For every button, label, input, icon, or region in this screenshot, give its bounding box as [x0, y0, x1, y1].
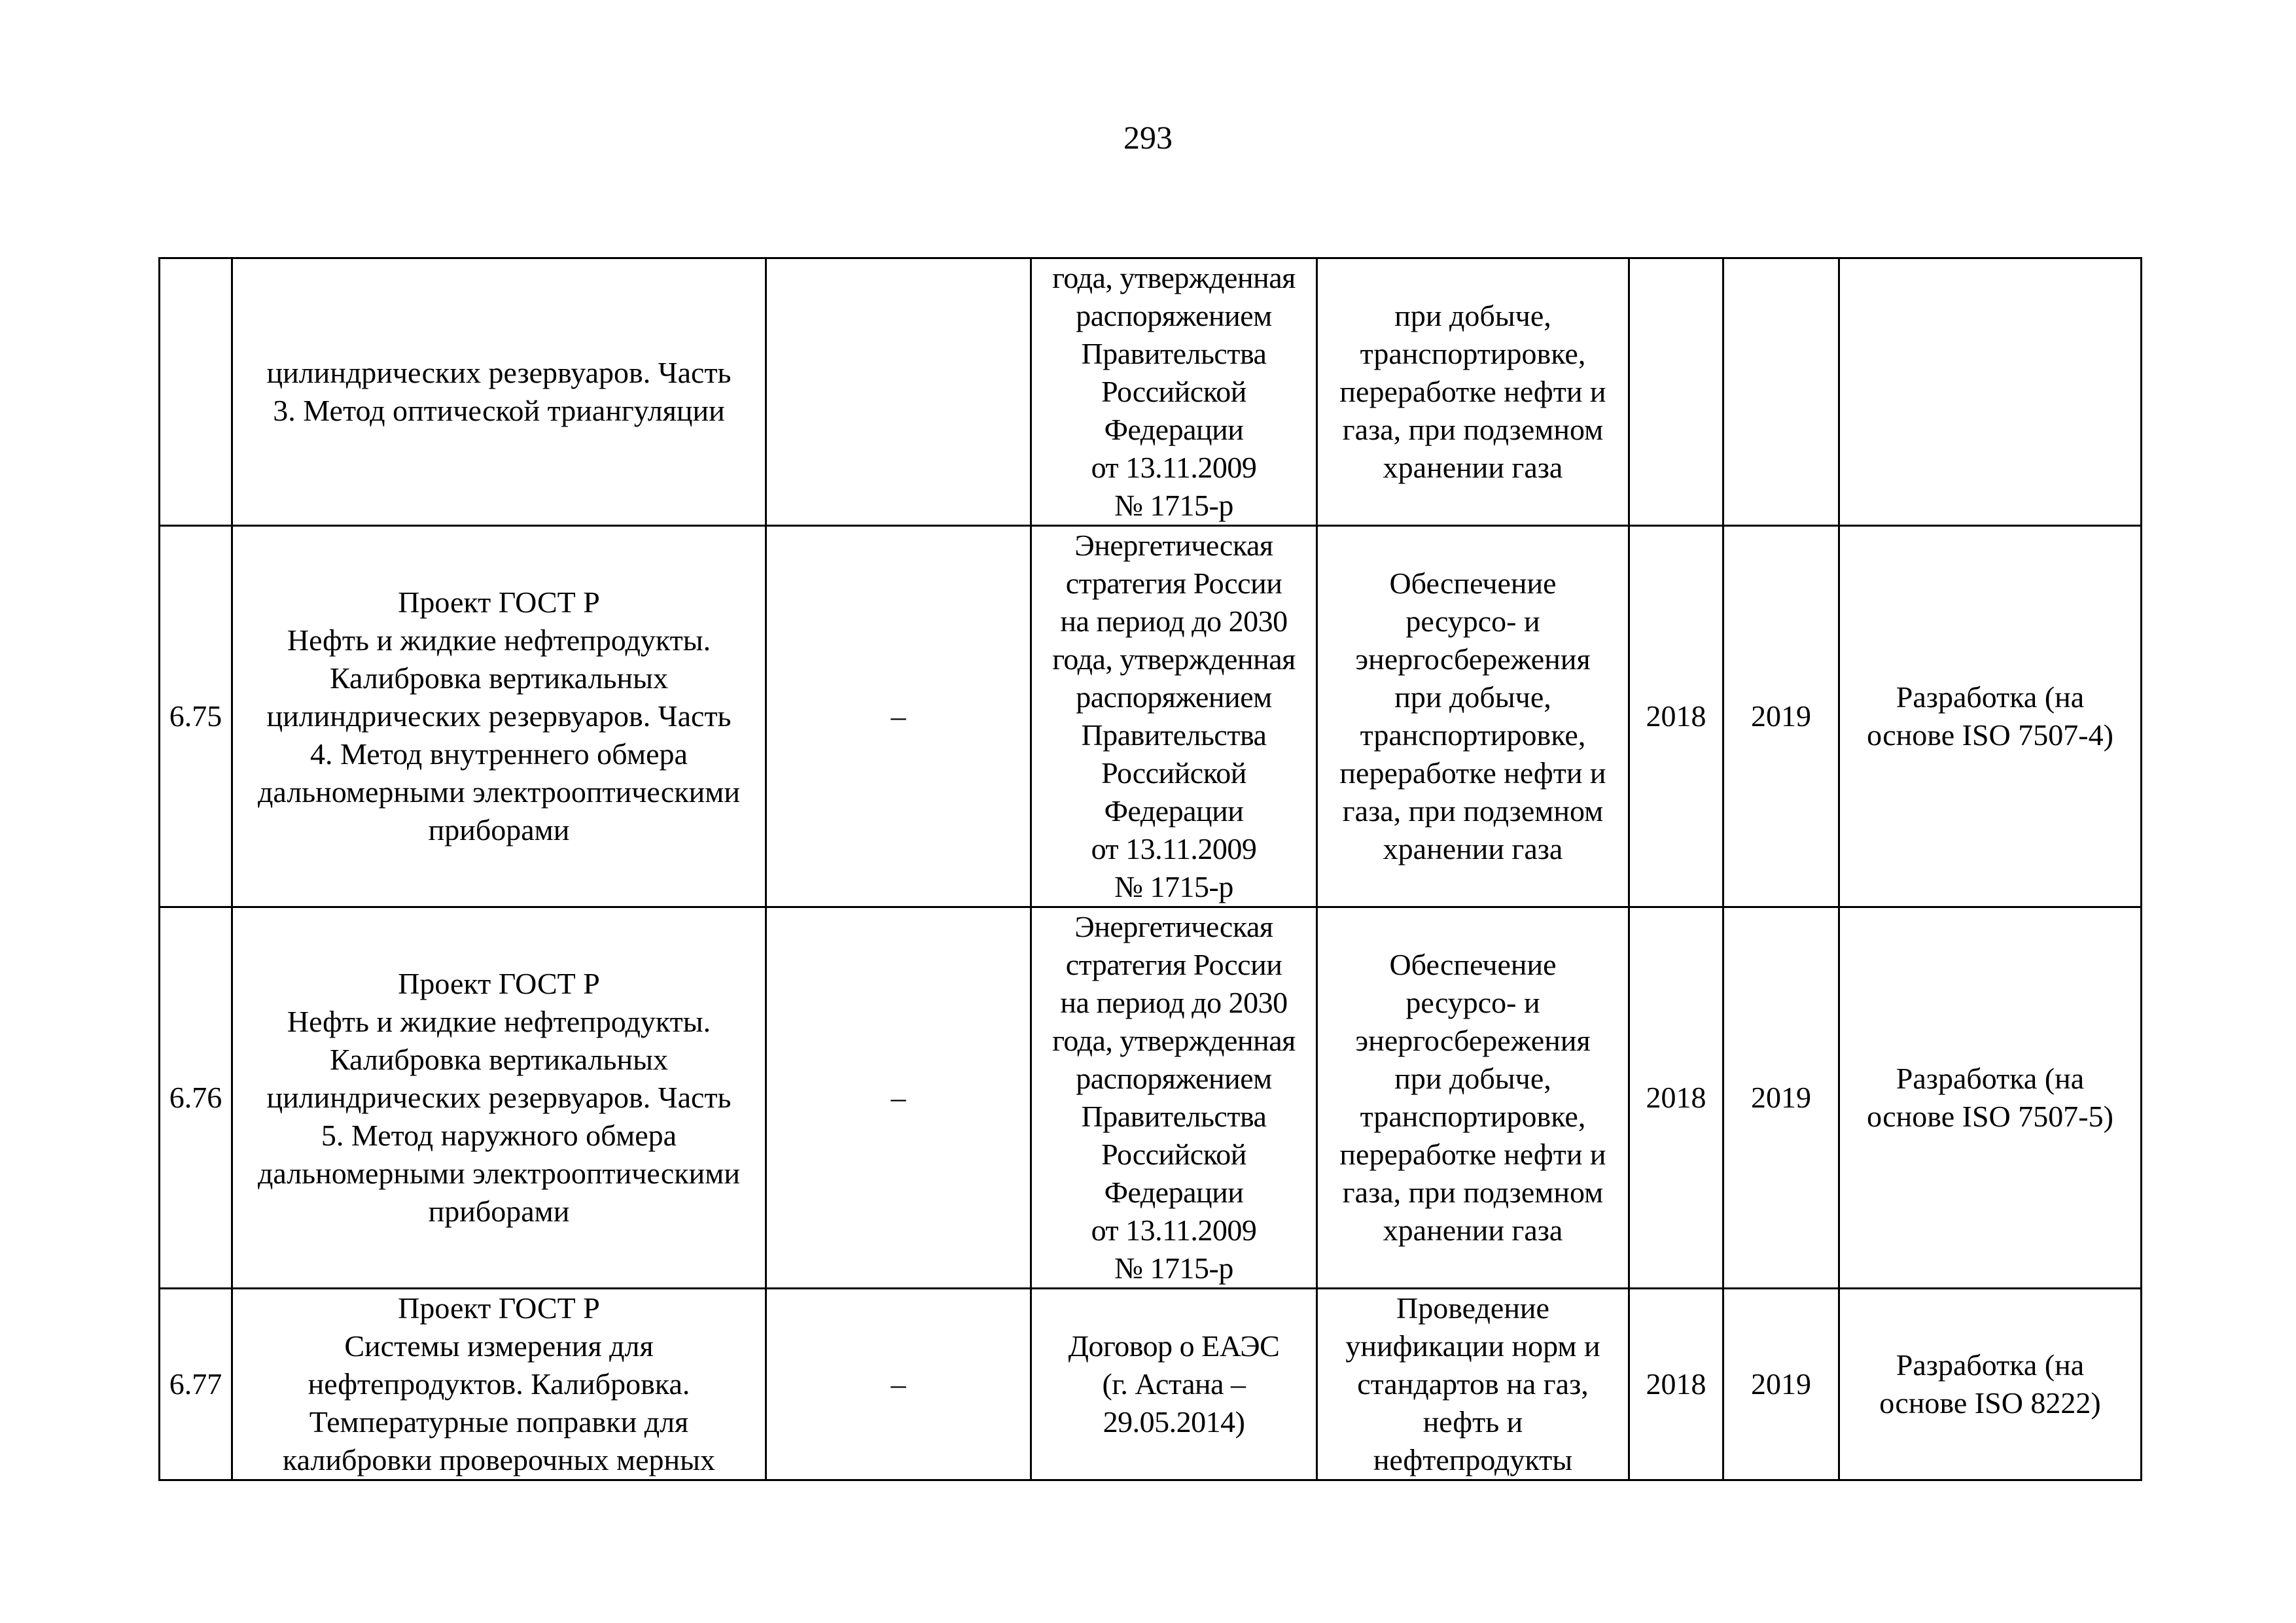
note-cell — [1839, 258, 2142, 526]
table-row — [160, 907, 2142, 1289]
replaced-standard-cell: – — [766, 1289, 1031, 1480]
page-number: 293 — [1123, 119, 1173, 156]
row-number-cell: 6.77 — [160, 1289, 232, 1480]
end-year-cell — [1723, 258, 1839, 526]
purpose-cell: при добыче, транспортировке, переработке нефти и газа, при подземном хранении газа — [1317, 258, 1629, 526]
end-year-cell: 2019 — [1723, 526, 1839, 907]
row-number-cell: 6.75 — [160, 526, 232, 907]
basis-document-cell: года, утвержденная распоряжением Правительства Российской Федерации от 13.11.2009 № 1715-р — [1031, 258, 1317, 526]
note-cell: Разработка (на основе ISO 7507-5) — [1839, 907, 2142, 1289]
purpose-cell: Обеспечение ресурсо- и энергосбережения при добыче, транспортировке, переработке нефти и газа, при подземном хранении газа — [1317, 526, 1629, 907]
end-year-cell: 2019 — [1723, 1289, 1839, 1480]
start-year-cell: 2018 — [1629, 907, 1723, 1289]
start-year-cell: 2018 — [1629, 1289, 1723, 1480]
standard-title-cell: Проект ГОСТ Р Нефть и жидкие нефтепродукты. Калибровка вертикальных цилиндрических резервуаров. Часть 4. Метод внутреннего обмера дальномерными электрооптическими приборами — [232, 526, 766, 907]
replaced-standard-cell: – — [766, 526, 1031, 907]
note-cell: Разработка (на основе ISO 7507-4) — [1839, 526, 2142, 907]
standard-title-cell: Проект ГОСТ Р Нефть и жидкие нефтепродукты. Калибровка вертикальных цилиндрических резервуаров. Часть 5. Метод наружного обмера дальномерными электрооптическими приборами — [232, 907, 766, 1289]
standards-table — [158, 257, 2142, 1481]
basis-document-cell: Энергетическая стратегия России на период до 2030 года, утвержденная распоряжением Правительства Российской Федерации от 13.11.2009 № 1715-р — [1031, 526, 1317, 907]
table-row — [160, 258, 2142, 526]
basis-document-cell: Энергетическая стратегия России на период до 2030 года, утвержденная распоряжением Правительства Российской Федерации от 13.11.2009 № 1715-р — [1031, 907, 1317, 1289]
basis-document-cell: Договор о ЕАЭС (г. Астана – 29.05.2014) — [1031, 1289, 1317, 1480]
table-row — [160, 526, 2142, 907]
start-year-cell — [1629, 258, 1723, 526]
replaced-standard-cell — [766, 258, 1031, 526]
standard-title-cell: Проект ГОСТ Р Системы измерения для нефтепродуктов. Калибровка. Температурные поправки для калибровки проверочных мерных — [232, 1289, 766, 1480]
table-row — [160, 1289, 2142, 1480]
row-number-cell: 6.76 — [160, 907, 232, 1289]
replaced-standard-cell: – — [766, 907, 1031, 1289]
standard-title-cell: цилиндрических резервуаров. Часть 3. Метод оптической триангуляции — [232, 258, 766, 526]
note-cell: Разработка (на основе ISO 8222) — [1839, 1289, 2142, 1480]
purpose-cell: Проведение унификации норм и стандартов на газ, нефть и нефтепродукты — [1317, 1289, 1629, 1480]
row-number-cell — [160, 258, 232, 526]
start-year-cell: 2018 — [1629, 526, 1723, 907]
purpose-cell: Обеспечение ресурсо- и энергосбережения при добыче, транспортировке, переработке нефти и газа, при подземном хранении газа — [1317, 907, 1629, 1289]
end-year-cell: 2019 — [1723, 907, 1839, 1289]
